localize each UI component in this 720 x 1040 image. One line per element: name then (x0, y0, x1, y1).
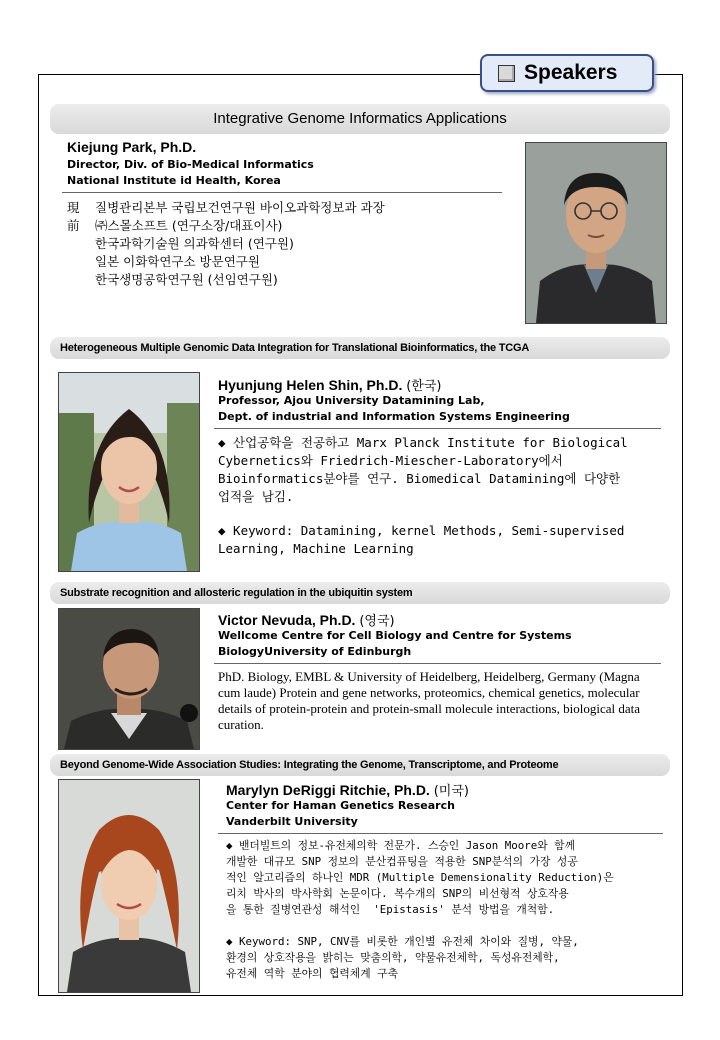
history-prefix (67, 235, 95, 253)
speaker4-divider (218, 833, 663, 834)
speaker4-nationality: (미국) (433, 784, 469, 799)
checkbox-square-icon (498, 65, 515, 82)
talk2-title-band: Heterogeneous Multiple Genomic Data Integration for Translational Bioinformatics, the TCGA (50, 337, 670, 359)
history-text: 한국생명공학연구원 (선임연구원) (95, 272, 278, 287)
history-prefix: 現 (67, 200, 80, 215)
history-text: 한국과학기술원 의과학센터 (연구원) (95, 236, 294, 251)
speaker3-photo (58, 608, 200, 750)
speaker3-affiliation-1: Wellcome Centre for Cell Biology and Centre for Systems (218, 629, 572, 642)
speaker1-affiliation-1: Director, Div. of Bio-Medical Informatics (67, 158, 314, 171)
speaker3-name: Victor Nevuda, Ph.D. (218, 612, 356, 628)
speaker4-bio: ◆ 밴더빌트의 정보-유전체의학 전문가. 스승인 Jason Moore와 함께 개발한 대규모 SNP 정보의 분산컴퓨팅을 적용한 SNP분석의 가장 성공 적인 알고리즘의 하나인 MDR (Multiple Demensionality Reduction)은 리치 박사의 박사학회 논문이다. 복수개의 SNP의 비선형적 상호작용 을 통한 질병연관성 해석인 'Epistasis' 분석 방법을 개척함. (226, 839, 614, 916)
speaker3-bio: PhD. Biology, EMBL & University of Heidelberg, Heidelberg, Germany (Magna cum laude) Protein and gene networks, proteomics, chemical genetics, molecular details of protein-protein and protein-small molecule interactions, biological data curation. (218, 669, 641, 732)
speaker4-photo (58, 779, 200, 993)
speaker2-nationality: (한국) (406, 379, 442, 394)
speakers-label: Speakers (524, 61, 618, 84)
talk4-title-band: Beyond Genome-Wide Association Studies: Integrating the Genome, Transcriptome, and Proteome (50, 754, 670, 776)
speaker4-affiliation-1: Center for Haman Genetics Research (226, 799, 455, 812)
speaker4-name-row (226, 780, 469, 799)
speaker2-name-row (218, 375, 442, 394)
history-row (67, 235, 385, 253)
speaker2-name: Hyunjung Helen Shin, Ph.D. (218, 377, 403, 393)
history-prefix (67, 253, 95, 271)
history-row (67, 253, 385, 271)
speaker1-name: Kiejung Park, Ph.D. (67, 139, 197, 155)
speaker3-nationality: (영국) (359, 614, 395, 629)
speaker2-photo (58, 372, 200, 572)
speaker2-affiliation-2: Dept. of industrial and Information Systems Engineering (218, 410, 570, 423)
speaker2-bio: ◆ 산업공학을 전공하고 Marx Planck Institute for Biological Cybernetics와 Friedrich-Miescher-Laboratory에서 Bioinformatics분야를 연구. Biomedical Datamining에 다양한 업적을 남김. (218, 435, 628, 504)
speaker3-name-row (218, 610, 395, 629)
talk3-title-band: Substrate recognition and allosteric regulation in the ubiquitin system (50, 582, 670, 604)
speaker3-affiliation-2: BiologyUniversity of Edinburgh (218, 645, 412, 658)
history-prefix: 前 (67, 218, 80, 233)
speaker1-affiliation-2: National Institute id Health, Korea (67, 174, 281, 187)
speakers-tab (480, 54, 654, 92)
speaker1-photo (525, 142, 667, 324)
history-row (67, 271, 385, 289)
history-text: 일본 이화학연구소 방문연구원 (95, 254, 260, 269)
history-row (67, 199, 385, 217)
speaker3-divider (214, 663, 661, 664)
speaker4-name: Marylyn DeRiggi Ritchie, Ph.D. (226, 782, 430, 798)
speaker2-divider (214, 428, 661, 429)
history-prefix (67, 271, 95, 289)
history-text: ㈜스몰소프트 (연구소장/대표이사) (95, 218, 283, 233)
speaker1-history (67, 199, 385, 289)
speaker4-keyword: ◆ Keyword: SNP, CNV를 비롯한 개인별 유전체 차이와 질병, 약물, 환경의 상호작용을 밝히는 맞춤의학, 약물유전체학, 독성유전체학, 유전체 역학 분야의 협력체계 구축 (226, 935, 579, 980)
history-row (67, 217, 385, 235)
speaker1-divider (62, 192, 502, 193)
speaker4-affiliation-2: Vanderbilt University (226, 815, 358, 828)
speaker2-keyword: ◆ Keyword: Datamining, kernel Methods, Semi-supervised Learning, Machine Learning (218, 523, 625, 556)
history-text: 질병관리본부 국립보건연구원 바이오과학정보과 과장 (95, 200, 385, 215)
main-title-band: Integrative Genome Informatics Applications (50, 104, 670, 134)
speaker2-affiliation-1: Professor, Ajou University Datamining Lab, (218, 394, 485, 407)
